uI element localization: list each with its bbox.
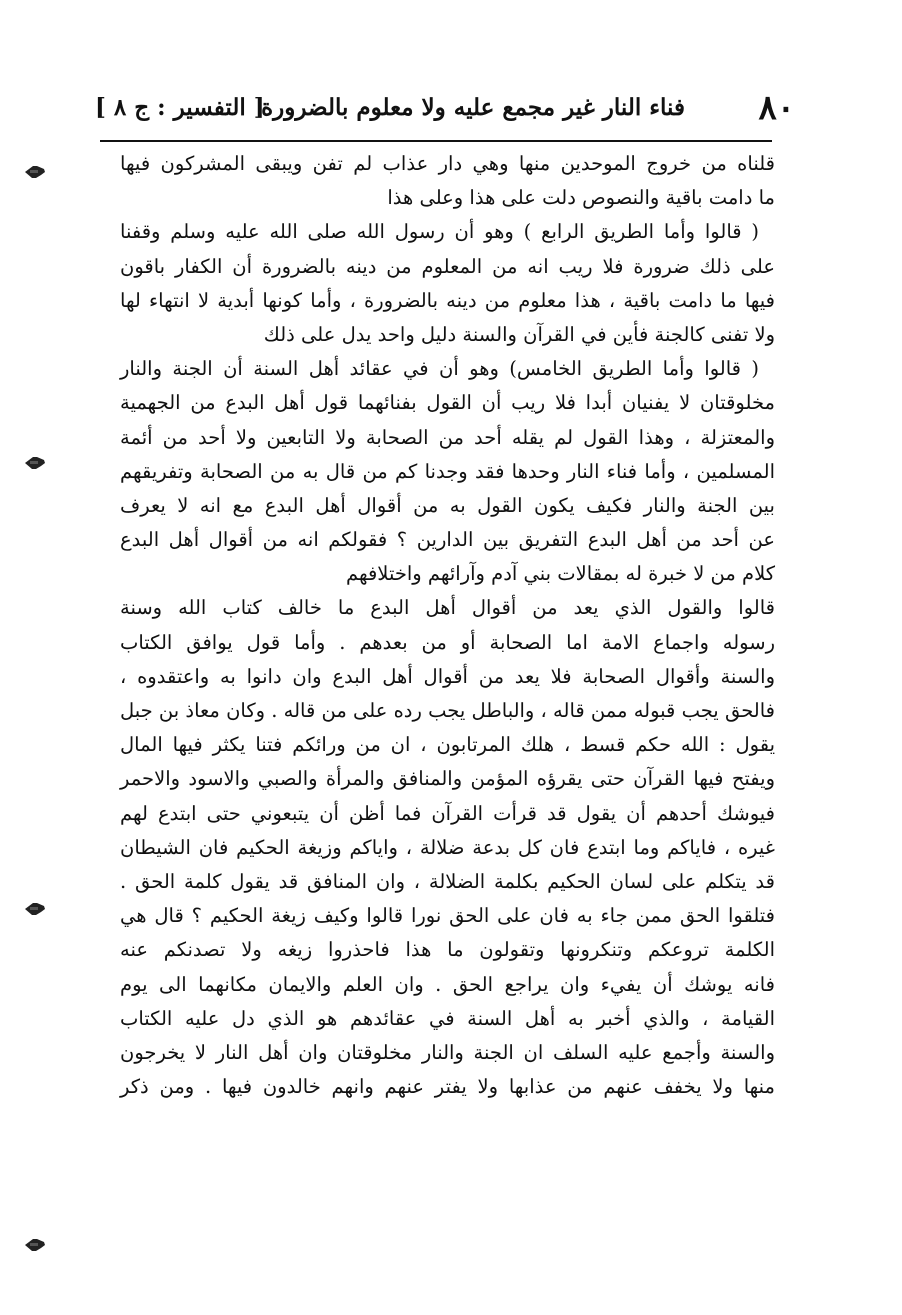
running-title: فناء النار غير مجمع عليه ولا معلوم بالضرورة [261,94,685,121]
text-line: والسنة وأجمع عليه السلف ان الجنة والنار مخلوقتان وان أهل النار لا يخرجون [120,1040,775,1064]
text-line: المسلمين ، وأما فناء النار وحدها فقد وجدنا كم من قال به من الصحابة وتفريقهم [120,459,775,483]
text-line: الكلمة تروعكم وتنكرونها وتقولون ما هذا فاحذروا زيغه ولا تصدنكم عنه [120,938,775,962]
text-line: بين الجنة والنار فكيف يكون القول به من أقوال أهل البدع مع انه لا يعرف [120,493,775,517]
text-line: فيوشك أحدهم أن يقول قد قرأت القرآن فما أظن أن يتبعوني حتى ابتدع لهم [120,801,775,825]
section-label: [ التفسير : ج ٨ ] [95,94,265,121]
page-header [95,88,795,128]
text-line: ولا تفنى كالجنة فأين في القرآن والسنة دليل واحد يدل على ذلك [263,322,775,346]
text-line: يقول : الله حكم قسط ، هلك المرتابون ، ان من ورائكم فتنا يكثر فيها المال [120,733,775,757]
text-line: القيامة ، والذي أخبر به أهل السنة في عقائدهم هو الذي دل عليه الكتاب [120,1006,775,1030]
pointing-hand-icon [24,454,46,472]
header-rule [100,140,772,142]
page-number: ٨٠ [758,88,795,128]
text-line: ( قالوا وأما الطريق الرابع ) وهو أن رسول الله صلى الله عليه وسلم وقفنا [120,220,759,244]
text-line: على ذلك ضرورة فلا ريب انه من المعلوم من دينه بالضرورة أن الكفار باقون [120,254,775,278]
text-line: فتلقوا الحق ممن جاء به فان على الحق نورا قالوا وكيف زيغة الحكيم ؟ قال هي [120,904,775,928]
text-body [120,147,775,1104]
text-line: والمعتزلة ، وهذا القول لم يقله أحد من الصحابة ولا التابعين ولا أحد من أئمة [120,425,775,449]
text-line: قد يتكلم على لسان الحكيم بكلمة الضلالة ، وان المنافق قد يقول كلمة الحق . [120,869,775,893]
text-line: قالوا والقول الذي يعد من أقوال أهل البدع ما خالف كتاب الله وسنة [120,596,775,620]
text-line: منها ولا يخفف عنهم من عذابها ولا يفتر عنهم وانهم خالدون فيها . ومن ذكر [120,1075,775,1099]
text-line: فيها ما دامت باقية ، هذا معلوم من دينه بالضرورة ، وأما كونها أبدية لا انتهاء لها [120,288,775,312]
text-line: رسوله واجماع الامة اما الصحابة أو من بعدهم . وأما قول يوافق الكتاب [120,630,775,654]
text-line: فالحق يجب قبوله ممن قاله ، والباطل يجب رده على من قاله . وكان معاذ بن جبل [120,699,775,722]
text-line: فانه يوشك أن يفيء وان يراجع الحق . وان العلم والايمان مكانهما الى يوم [120,972,775,996]
text-line: عن أحد من أهل البدع التفريق بين الدارين ؟ فقولكم انه من أقوال أهل البدع [120,528,775,552]
text-line: غيره ، فاياكم وما ابتدع فان كل بدعة ضلالة ، واياكم وزيغة الحكيم فان الشيطان [120,835,775,859]
text-line: ( قالوا وأما الطريق الخامس) وهو أن في عقائد أهل السنة أن الجنة والنار [120,357,759,381]
text-line: والسنة وأقوال الصحابة فلا يعد من أقوال أهل البدع وان دانوا به واعتقدوه ، [120,664,775,688]
pointing-hand-icon [24,900,46,918]
text-line: ما دامت باقية والنصوص دلت على هذا وعلى هذا [387,186,775,210]
text-line: ويفتح فيها القرآن حتى يقرؤه المؤمن والمنافق والمرأة والصبي والاسود والاحمر [120,767,775,791]
pointing-hand-icon [24,1236,46,1254]
pointing-hand-icon [24,163,46,181]
text-line: قلناه من خروج الموحدين منها وهي دار عذاب لم تفن ويبقى المشركون فيها [120,152,775,175]
text-line: مخلوقتان لا يفنيان أبدا فلا ريب أن القول بفنائهما قول أهل البدع من الجهمية [120,391,775,415]
text-line: كلام من لا خبرة له بمقالات بني آدم وآرائهم واختلافهم [346,562,775,586]
